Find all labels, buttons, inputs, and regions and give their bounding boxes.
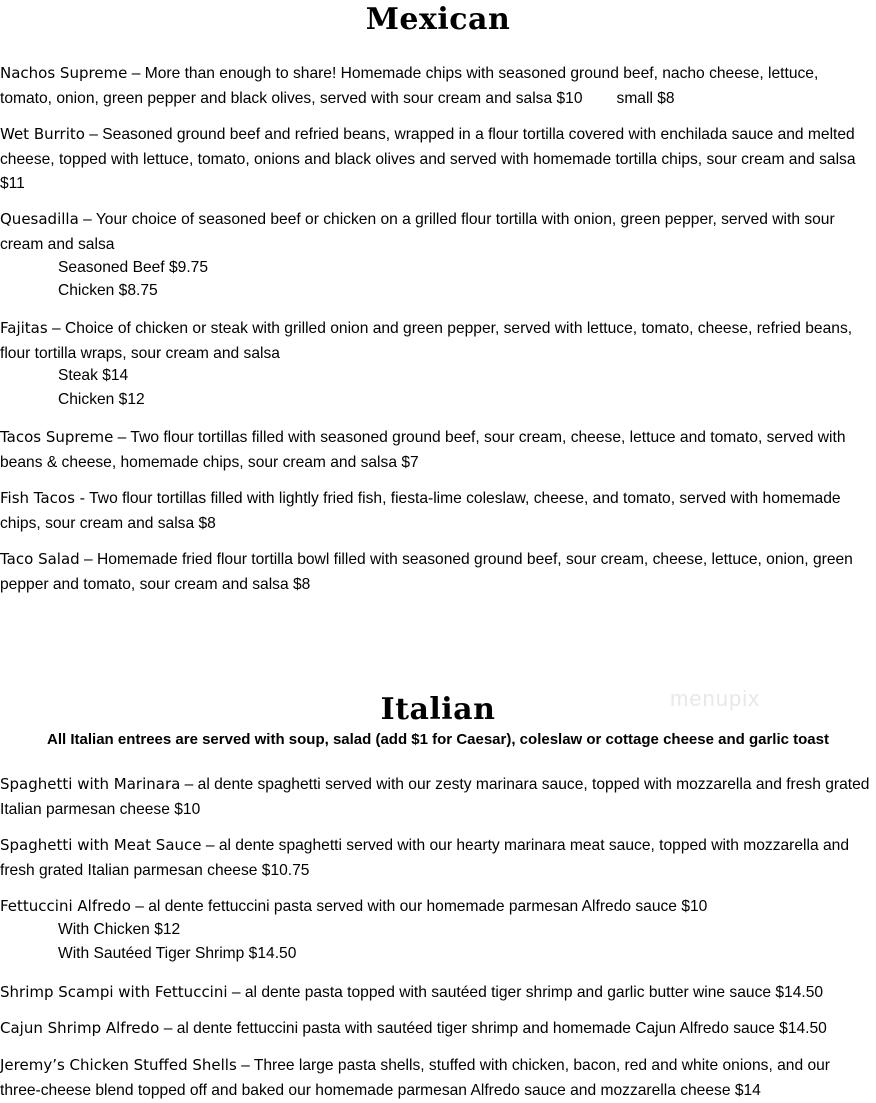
item-option: Steak $14 bbox=[58, 367, 129, 384]
item-small-price: small $8 bbox=[616, 89, 675, 107]
italian-heading: Italian bbox=[380, 692, 496, 727]
menu-item-tacos-supreme bbox=[0, 425, 872, 475]
item-description: – al dente spaghetti served with our hearty marinara meat sauce, topped with mozzarella and fresh grated Italian parmesan cheese $10.75 bbox=[0, 837, 849, 879]
item-option: With Chicken $12 bbox=[58, 921, 181, 938]
item-name: Spaghetti with Marinara bbox=[0, 775, 181, 793]
menu-item-nachos-supreme bbox=[0, 61, 872, 111]
menu-item-spaghetti-marinara bbox=[0, 772, 872, 822]
menu-item-cajun-shrimp-alfredo bbox=[0, 1016, 872, 1042]
menu-item-taco-salad bbox=[0, 547, 872, 597]
item-description: – Seasoned ground beef and refried beans, wrapped in a flour tortilla covered with enchilada sauce and melted cheese, topped with lettuce, tomato, onions and black olives and served with homemade tortilla chips, sour cream and salsa $11 bbox=[0, 126, 856, 192]
item-description: – Choice of chicken or steak with grilled onion and green pepper, served with lettuce, tomato, cheese, refried beans, flour tortilla wraps, sour cream and salsa bbox=[0, 320, 853, 362]
item-description: – al dente fettuccini pasta served with our homemade parmesan Alfredo sauce $10 bbox=[130, 898, 708, 915]
menu-item-wet-burrito bbox=[0, 122, 872, 197]
menu-item-shrimp-scampi bbox=[0, 980, 872, 1006]
item-option: Seasoned Beef $9.75 bbox=[58, 259, 208, 276]
menu-item-fettuccini-alfredo bbox=[0, 894, 872, 920]
item-name: Quesadilla bbox=[0, 210, 79, 228]
item-name: Tacos Supreme bbox=[0, 428, 114, 446]
item-description: – al dente fettuccini pasta with sautéed tiger shrimp and homemade Cajun Alfredo sauce $14.50 bbox=[159, 1020, 827, 1037]
item-description: – al dente spaghetti served with our zesty marinara sauce, topped with mozzarella and fresh grated Italian parmesan cheese $10 bbox=[0, 776, 870, 818]
item-name: Fajitas bbox=[0, 319, 48, 337]
italian-subtitle: All Italian entrees are served with soup, salad (add $1 for Caesar), coleslaw or cottage cheese and garlic toast bbox=[47, 731, 829, 748]
item-name: Taco Salad bbox=[0, 550, 80, 568]
menu-item-stuffed-shells bbox=[0, 1053, 872, 1103]
menu-item-spaghetti-meat-sauce bbox=[0, 833, 872, 883]
item-option: With Sautéed Tiger Shrimp $14.50 bbox=[58, 945, 297, 962]
item-description: – Two flour tortillas filled with seasoned ground beef, sour cream, cheese, lettuce and tomato, served with beans & cheese, homemade chips, sour cream and salsa $7 bbox=[0, 429, 846, 471]
item-description: – More than enough to share! Homemade chips with seasoned ground beef, nacho cheese, lettuce, tomato, onion, green pepper and black olives, served with sour cream and salsa $10 bbox=[0, 65, 819, 107]
item-description: – al dente pasta topped with sautéed tiger shrimp and garlic butter wine sauce $14.50 bbox=[227, 984, 824, 1001]
item-name: Spaghetti with Meat Sauce bbox=[0, 836, 202, 854]
item-description: – Homemade fried flour tortilla bowl filled with seasoned ground beef, sour cream, cheese, lettuce, onion, green pepper and tomato, sour cream and salsa $8 bbox=[0, 551, 853, 593]
item-name: Jeremy’s Chicken Stuffed Shells bbox=[0, 1056, 237, 1074]
menu-item-fish-tacos bbox=[0, 486, 872, 536]
item-name: Nachos Supreme bbox=[0, 64, 128, 82]
menu-item-quesadilla bbox=[0, 207, 872, 257]
menu-item-fajitas bbox=[0, 316, 872, 366]
item-description: Two flour tortillas filled with lightly fried fish, fiesta-lime coleslaw, cheese, and tomato, served with homemade chips, sour cream and salsa $8 bbox=[0, 490, 841, 532]
item-name: Fish Tacos - bbox=[0, 489, 86, 507]
item-name: Cajun Shrimp Alfredo bbox=[0, 1019, 160, 1037]
item-description: – Three large pasta shells, stuffed with chicken, bacon, red and white onions, and our three-cheese blend topped off and baked our homemade parmesan Alfredo sauce and mozzarella cheese $14 bbox=[0, 1057, 830, 1099]
item-name: Shrimp Scampi with Fettuccini bbox=[0, 983, 228, 1001]
item-name: Wet Burrito bbox=[0, 125, 85, 143]
item-description: – Your choice of seasoned beef or chicken on a grilled flour tortilla with onion, green pepper, served with sour cream and salsa bbox=[0, 211, 835, 253]
mexican-heading: Mexican bbox=[365, 2, 511, 37]
item-name: Fettuccini Alfredo bbox=[0, 897, 131, 915]
item-option: Chicken $8.75 bbox=[58, 282, 158, 299]
item-option: Chicken $12 bbox=[58, 391, 145, 408]
watermark: menupix bbox=[670, 686, 761, 711]
